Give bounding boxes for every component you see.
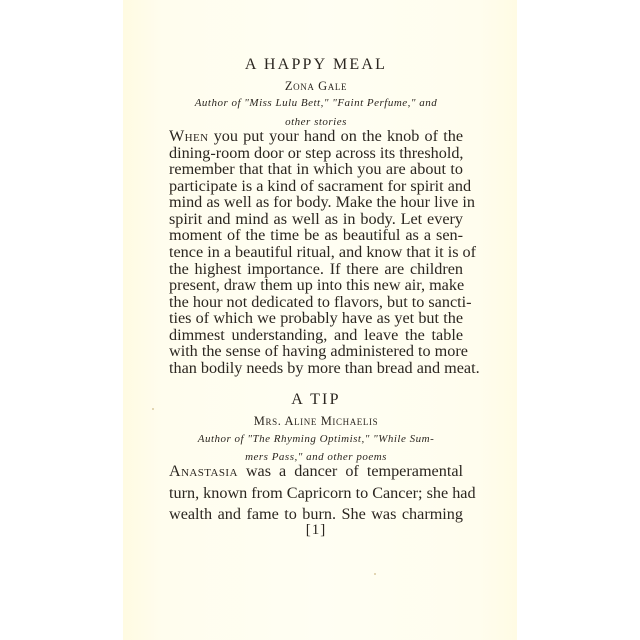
body-line: mind as well as for body. Make the hour live in: [169, 193, 475, 212]
lead-word: When: [169, 127, 209, 145]
section-author: Zona Gale: [284, 79, 348, 93]
body-line: Anastasia was a dancer of temperamental: [169, 462, 463, 480]
paper-speck: [374, 573, 376, 575]
author-credit-line: Author of "Miss Lulu Bett," "Faint Perfume," and: [194, 97, 438, 109]
body-line: the highest importance. If there are children: [169, 259, 463, 278]
body-line: wealth and fame to burn. She was charming: [169, 505, 463, 523]
body-line: dining-room door or step across its threshold,: [169, 143, 464, 162]
lead-word: Anastasia: [169, 462, 238, 480]
body-line: dimmest understanding, and leave the table: [169, 325, 463, 344]
body-line: tence in a beautiful ritual, and know that it is of: [169, 243, 477, 261]
body-line: spirit and mind as well as in body. Let every: [169, 209, 463, 228]
author-credit-line: other stories: [285, 116, 347, 128]
body-line: turn, known from Capricorn to Cancer; she had: [169, 483, 476, 502]
body-line: ties of which we probably have as yet but the: [169, 309, 463, 328]
section-title: A TIP: [291, 391, 341, 408]
page-number: [1]: [305, 522, 327, 538]
body-line: remember that that in which you are about to: [169, 160, 463, 179]
body-line: present, draw them up into this new air, make: [169, 276, 465, 295]
section-author: Mrs. Aline Michaelis: [253, 414, 379, 428]
body-line: with the sense of having administered to more: [169, 342, 468, 361]
author-credit-line: Author of "The Rhyming Optimist," "While Sum-: [197, 433, 435, 445]
body-line: moment of the time be as beautiful as a sen-: [169, 226, 463, 245]
body-line: the hour not dedicated to flavors, but to sancti-: [169, 292, 472, 311]
author-credit-line: mers Pass," and other poems: [245, 451, 387, 463]
paper-speck: [152, 408, 154, 410]
body-line: than bodily needs by more than bread and meat.: [169, 359, 480, 377]
body-line: When you put your hand on the knob of the: [169, 127, 463, 145]
body-line: participate is a kind of sacrament for spirit and: [169, 176, 472, 195]
section-title: A HAPPY MEAL: [244, 56, 388, 73]
